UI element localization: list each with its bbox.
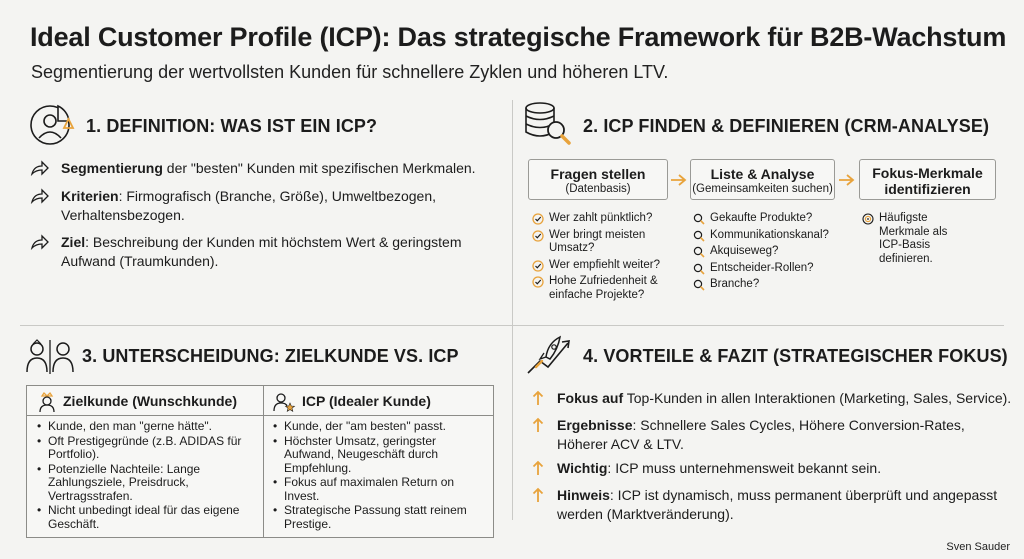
- magnifier-icon: [693, 213, 705, 225]
- magnifier-icon: [693, 246, 705, 258]
- flow-step-analysis: Liste & Analyse (Gemeinsamkeiten suchen): [690, 159, 835, 200]
- column-header-icp: ICP (Idealer Kunde): [264, 386, 493, 416]
- list-item: • Nicht unbedingt ideal für das eigene Geschäft.: [37, 504, 259, 531]
- two-persons-icon: [24, 338, 76, 376]
- flow-step-questions: Fragen stellen (Datenbasis): [528, 159, 668, 200]
- crown-person-icon: [37, 391, 57, 413]
- list-item: Entscheider-Rollen?: [693, 262, 843, 276]
- column-header-target-customer: Zielkunde (Wunschkunde): [27, 386, 263, 416]
- column-separator: [263, 386, 264, 537]
- comparison-table: [26, 385, 494, 538]
- up-arrow-icon: [532, 460, 544, 476]
- criteria-item: Kriterien: Firmografisch (Branche, Größe), Umweltbezogen, Verhaltensbezogen.: [30, 187, 500, 225]
- customer-profile-icon: [28, 100, 78, 148]
- flow-arrow-icon: [838, 173, 856, 187]
- up-arrow-icon: [532, 390, 544, 406]
- flow-step-focus: Fokus-Merkmale identifizieren: [859, 159, 996, 200]
- list-item: • Kunde, den man "gerne hätte".: [37, 420, 259, 434]
- section4-title: 4. VORTEILE & FAZIT (STRATEGISCHER FOKUS): [583, 346, 1008, 366]
- analysis-list: [693, 212, 843, 295]
- list-item: Hohe Zufriedenheit & einfache Projekte?: [532, 275, 682, 302]
- list-item: Kommunikationskanal?: [693, 229, 843, 243]
- magnifier-icon: [693, 279, 705, 291]
- list-item: • Fokus auf maximalen Return on Invest.: [273, 476, 487, 503]
- section2-title: 2. ICP FINDEN & DEFINIEREN (CRM-ANALYSE): [583, 116, 990, 136]
- target-icon: [862, 213, 874, 225]
- list-item: Branche?: [693, 278, 843, 292]
- share-arrow-icon: [30, 234, 50, 250]
- icp-list: [273, 420, 487, 532]
- section1-title: 1. DEFINITION: WAS IST EIN ICP?: [86, 116, 378, 136]
- target-customer-list: [37, 420, 259, 532]
- magnifier-icon: [693, 263, 705, 275]
- important-item: Wichtig: ICP muss unternehmensweit bekannt sein.: [532, 459, 1012, 478]
- results-item: Ergebnisse: Schnellere Sales Cycles, Höhere Conversion-Rates, Höherer ACV & LTV.: [532, 416, 1012, 454]
- page-title: Ideal Customer Profile (ICP): Das strategische Framework für B2B-Wachstum: [30, 22, 1007, 52]
- check-circle-icon: [532, 230, 544, 242]
- page-subtitle: Segmentierung der wertvollsten Kunden für schnellere Zyklen und höheren LTV.: [31, 62, 669, 82]
- list-item: Wer zahlt pünktlich?: [532, 212, 682, 226]
- vertical-divider: [512, 100, 513, 520]
- result-list: [862, 212, 972, 269]
- list-item: • Oft Prestigegründe (z.B. ADIDAS für Portfolio).: [37, 435, 259, 462]
- share-arrow-icon: [30, 188, 50, 204]
- up-arrow-icon: [532, 417, 544, 433]
- section3-title: 3. UNTERSCHEIDUNG: ZIELKUNDE VS. ICP: [82, 346, 459, 366]
- question-list: [532, 212, 682, 305]
- author-credit: Sven Sauder: [946, 541, 1010, 553]
- magnifier-icon: [693, 230, 705, 242]
- note-item: Hinweis: ICP ist dynamisch, muss permanent überprüft und angepasst werden (Marktveränderung).: [532, 486, 1012, 524]
- share-arrow-icon: [30, 160, 50, 176]
- list-item: • Höchster Umsatz, geringster Aufwand, Neugeschäft durch Empfehlung.: [273, 435, 487, 476]
- focus-item: Fokus auf Top-Kunden in allen Interaktionen (Marketing, Sales, Service).: [532, 389, 1012, 408]
- check-circle-icon: [532, 213, 544, 225]
- rocket-growth-icon: [524, 333, 574, 377]
- list-item: • Potenzielle Nachteile: Lange Zahlungsziele, Preisdruck, Vertragsstrafen.: [37, 463, 259, 504]
- list-item: • Kunde, der "am besten" passt.: [273, 420, 487, 434]
- list-item: Wer bringt meisten Umsatz?: [532, 229, 682, 256]
- flow-arrow-icon: [670, 173, 688, 187]
- person-star-icon: [272, 391, 296, 413]
- list-item: • Strategische Passung statt reinem Prestige.: [273, 504, 487, 531]
- goal-item: Ziel: Beschreibung der Kunden mit höchstem Wert & geringstem Aufwand (Traumkunden).: [30, 233, 500, 271]
- check-circle-icon: [532, 276, 544, 288]
- list-item: Häufigste Merkmale als ICP-Basis definieren.: [862, 212, 972, 266]
- database-search-icon: [522, 100, 574, 146]
- up-arrow-icon: [532, 487, 544, 503]
- check-circle-icon: [532, 260, 544, 272]
- list-item: Gekaufte Produkte?: [693, 212, 843, 226]
- definition-item: Segmentierung der "besten" Kunden mit spezifischen Merkmalen.: [30, 159, 500, 178]
- list-item: Akquiseweg?: [693, 245, 843, 259]
- list-item: Wer empfiehlt weiter?: [532, 259, 682, 273]
